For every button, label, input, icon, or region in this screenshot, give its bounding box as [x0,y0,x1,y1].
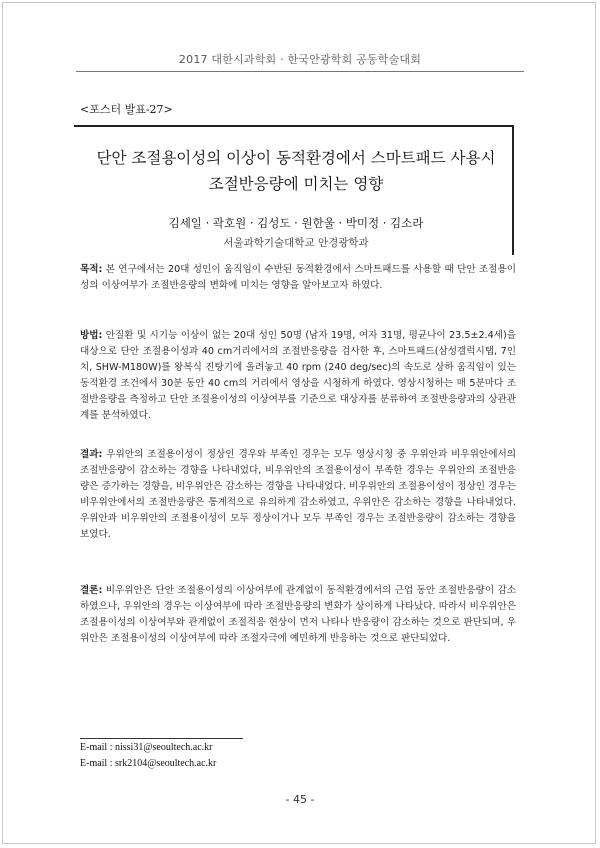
section-label: 목적: [80,264,103,275]
section-methods [80,328,516,424]
section-text: 비우위안은 단안 조절용이성의 이상여부에 관계없이 동적환경에서의 근업 동안 조절반응량이 감소하였으나, 우위안의 경우는 이상여부에 따라 조절반응량의 변화가 상이하게 나타났다. 따라서 비우위안은 조절용이성의 이상여부와 관계없이 조절적응 현상이 먼저 나타나 반응량이 감소하는 것으로 판단되며, 우위안은 조절용이성의 이상여부에 따라 조절자극에 예민하게 반응하는 것으로 판단되었다. [80,585,516,644]
section-results [80,447,516,543]
section-text: 안질환 및 시기능 이상이 없는 20대 성인 50명 (남자 19명, 여자 31명, 평균나이 23.5±2.4세)을 대상으로 단안 조절용이성과 40 cm거리에서의 조절반응량을 검사한 후, 스마트패드(삼성갤럭시탭, 7인치, SHW-M180W)를 왕복식 진탕기에 올려놓고 40 rpm (240 deg/sec)의 속도로 상하 움직임이 있는 동적환경 조건에서 30분 동안 40 cm의 거리에서 영상을 시청하게 하였다. 영상시청하는 매 5분마다 조절반응량을 측정하고 단안 조절용이성의 이상여부를 기준으로 대상자를 분류하여 조절반응량과의 상관관계를 분석하였다. [80,330,516,421]
section-conclusion [80,583,516,647]
header-rule [76,71,524,72]
title-line-2: 조절반응량에 미치는 영향 [208,175,384,193]
email-footnote-1: E-mail : nissi31@seoultech.ac.kr [80,742,213,753]
email-footnote-2: E-mail : srk2104@seoultech.ac.kr [80,758,217,769]
footnote-rule [80,738,243,739]
poster-label: <포스터 발표-27> [80,103,173,116]
section-label: 결과: [80,449,103,460]
authors: 김세일 · 곽호원 · 김성도 · 원한울 · 박미정 · 김소라 [168,216,424,230]
affiliation: 서울과학기술대학교 안경광학과 [223,237,369,249]
section-text: 우위안의 조절용이성이 정상인 경우와 부족인 경우는 모두 영상시청 중 우위안과 비우위안에서의 조절반응량이 감소하는 경향을 나타내었다, 비우위안의 조절용이성이 부족한 경우는 우위안의 조절반응량은 증가하는 경향을, 비우위안은 감소하는 경향을 나타내었다. 비우위안의 조절용이성이 정상인 경우는 비우위안에서의 조절반응량은 통계적으로 유의하게 감소하였고, 우위안은 감소하는 경향을 나타내었다. 우위안과 비우위안의 조절용이성이 모두 정상이거나 모두 부족인 경우는 조절반응량이 감소하는 경향을 보였다. [80,449,516,540]
section-text: 본 연구에서는 20대 성인이 움직임이 수반된 동적환경에서 스마트패드를 사용할 때 단안 조절용이성의 이상여부가 조절반응량의 변화에 미치는 영향을 알아보고자 하였다. [80,264,516,291]
page-number: - 45 - [285,793,315,806]
title-line-1: 단안 조절용이성의 이상이 동적환경에서 스마트패드 사용시 [96,149,496,167]
running-header: 2017 대한시과학회 · 한국안광학회 공동학술대회 [178,53,422,66]
section-purpose [80,262,516,294]
section-label: 결론: [80,585,103,596]
paper-title [78,145,514,197]
section-label: 방법: [80,330,103,341]
